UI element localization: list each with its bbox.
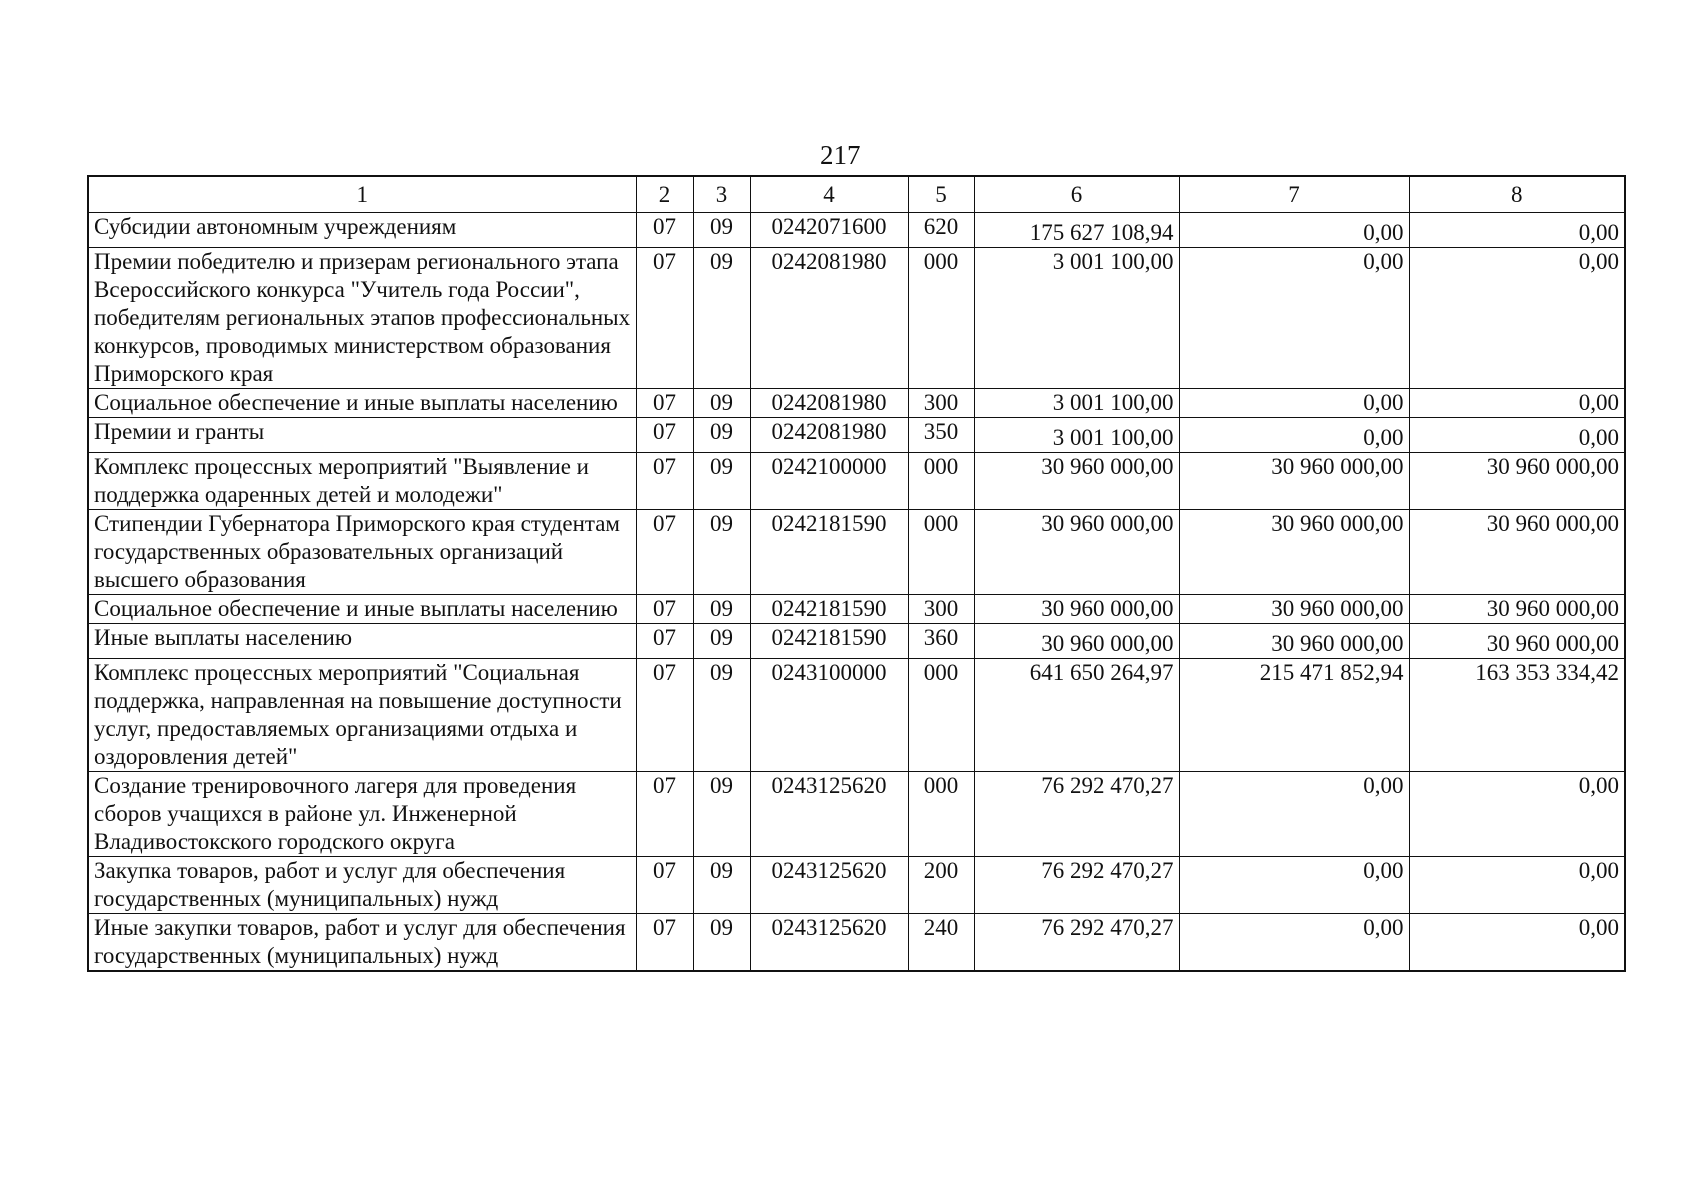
row-target-code: 0243125620 — [750, 857, 908, 914]
row-amount-col8: 30 960 000,00 — [1409, 595, 1625, 624]
row-amount-col8: 30 960 000,00 — [1409, 510, 1625, 595]
column-header: 2 — [636, 176, 693, 213]
row-amount-col6: 3 001 100,00 — [974, 248, 1179, 389]
row-subsection: 09 — [693, 659, 750, 772]
row-name: Премии победителю и призерам регионального этапа Всероссийского конкурса "Учитель года России", победителям региональных этапов профессиональных конкурсов, проводимых министерством образования Приморского края — [88, 248, 636, 389]
row-amount-col7: 30 960 000,00 — [1179, 510, 1409, 595]
row-target-code: 0242071600 — [750, 213, 908, 248]
row-subsection: 09 — [693, 857, 750, 914]
row-name: Создание тренировочного лагеря для проведения сборов учащихся в районе ул. Инженерной Владивостокского городского округа — [88, 772, 636, 857]
row-section: 07 — [636, 418, 693, 453]
row-expense-type: 000 — [908, 510, 974, 595]
row-subsection: 09 — [693, 772, 750, 857]
row-expense-type: 300 — [908, 595, 974, 624]
table-row — [88, 857, 1625, 914]
row-section: 07 — [636, 772, 693, 857]
table-row — [88, 248, 1625, 389]
row-target-code: 0242081980 — [750, 389, 908, 418]
row-amount-col7: 0,00 — [1179, 389, 1409, 418]
row-section: 07 — [636, 914, 693, 972]
row-amount-col6: 30 960 000,00 — [974, 624, 1179, 659]
row-section: 07 — [636, 595, 693, 624]
row-amount-col7: 30 960 000,00 — [1179, 595, 1409, 624]
row-subsection: 09 — [693, 213, 750, 248]
row-amount-col7: 0,00 — [1179, 418, 1409, 453]
table-row — [88, 595, 1625, 624]
table-row — [88, 772, 1625, 857]
row-section: 07 — [636, 453, 693, 510]
row-target-code: 0243125620 — [750, 914, 908, 972]
table-header-row — [88, 176, 1625, 213]
row-section: 07 — [636, 389, 693, 418]
row-name: Комплекс процессных мероприятий "Выявление и поддержка одаренных детей и молодежи" — [88, 453, 636, 510]
row-name: Стипендии Губернатора Приморского края студентам государственных образовательных организаций высшего образования — [88, 510, 636, 595]
table-row — [88, 510, 1625, 595]
row-amount-col6: 30 960 000,00 — [974, 453, 1179, 510]
table-row — [88, 213, 1625, 248]
row-name: Иные выплаты населению — [88, 624, 636, 659]
row-amount-col6: 30 960 000,00 — [974, 595, 1179, 624]
row-expense-type: 000 — [908, 772, 974, 857]
column-header: 4 — [750, 176, 908, 213]
row-amount-col6: 76 292 470,27 — [974, 772, 1179, 857]
column-header: 6 — [974, 176, 1179, 213]
table-body — [88, 213, 1625, 972]
row-amount-col7: 30 960 000,00 — [1179, 624, 1409, 659]
row-name: Закупка товаров, работ и услуг для обеспечения государственных (муниципальных) нужд — [88, 857, 636, 914]
row-amount-col6: 3 001 100,00 — [974, 418, 1179, 453]
table-row — [88, 624, 1625, 659]
row-amount-col8: 30 960 000,00 — [1409, 624, 1625, 659]
row-amount-col7: 0,00 — [1179, 914, 1409, 972]
row-name: Социальное обеспечение и иные выплаты населению — [88, 389, 636, 418]
row-amount-col8: 0,00 — [1409, 772, 1625, 857]
column-header: 1 — [88, 176, 636, 213]
row-amount-col8: 0,00 — [1409, 389, 1625, 418]
row-target-code: 0243125620 — [750, 772, 908, 857]
row-subsection: 09 — [693, 389, 750, 418]
row-amount-col6: 30 960 000,00 — [974, 510, 1179, 595]
row-subsection: 09 — [693, 914, 750, 972]
row-amount-col7: 0,00 — [1179, 213, 1409, 248]
row-expense-type: 240 — [908, 914, 974, 972]
row-name: Иные закупки товаров, работ и услуг для обеспечения государственных (муниципальных) нужд — [88, 914, 636, 972]
row-amount-col8: 0,00 — [1409, 213, 1625, 248]
row-target-code: 0242181590 — [750, 595, 908, 624]
row-expense-type: 350 — [908, 418, 974, 453]
row-amount-col7: 0,00 — [1179, 857, 1409, 914]
row-section: 07 — [636, 248, 693, 389]
row-subsection: 09 — [693, 595, 750, 624]
page-number: 217 — [820, 140, 861, 170]
table-row — [88, 453, 1625, 510]
row-expense-type: 000 — [908, 453, 974, 510]
row-subsection: 09 — [693, 248, 750, 389]
row-name: Комплекс процессных мероприятий "Социальная поддержка, направленная на повышение доступности услуг, предоставляемых организациями отдыха и оздоровления детей" — [88, 659, 636, 772]
row-subsection: 09 — [693, 510, 750, 595]
column-header: 5 — [908, 176, 974, 213]
table-row — [88, 418, 1625, 453]
row-section: 07 — [636, 659, 693, 772]
budget-table — [87, 175, 1626, 972]
row-name: Премии и гранты — [88, 418, 636, 453]
row-expense-type: 200 — [908, 857, 974, 914]
row-amount-col8: 163 353 334,42 — [1409, 659, 1625, 772]
row-amount-col7: 0,00 — [1179, 248, 1409, 389]
row-amount-col8: 0,00 — [1409, 418, 1625, 453]
row-amount-col6: 175 627 108,94 — [974, 213, 1179, 248]
row-amount-col8: 0,00 — [1409, 857, 1625, 914]
row-target-code: 0242181590 — [750, 510, 908, 595]
row-section: 07 — [636, 857, 693, 914]
row-subsection: 09 — [693, 418, 750, 453]
row-target-code: 0243100000 — [750, 659, 908, 772]
row-amount-col8: 0,00 — [1409, 248, 1625, 389]
row-amount-col6: 76 292 470,27 — [974, 857, 1179, 914]
column-header: 8 — [1409, 176, 1625, 213]
row-name: Социальное обеспечение и иные выплаты населению — [88, 595, 636, 624]
row-subsection: 09 — [693, 453, 750, 510]
row-name: Субсидии автономным учреждениям — [88, 213, 636, 248]
row-subsection: 09 — [693, 624, 750, 659]
row-expense-type: 000 — [908, 248, 974, 389]
row-amount-col8: 0,00 — [1409, 914, 1625, 972]
row-expense-type: 300 — [908, 389, 974, 418]
row-section: 07 — [636, 624, 693, 659]
row-section: 07 — [636, 510, 693, 595]
row-expense-type: 620 — [908, 213, 974, 248]
row-section: 07 — [636, 213, 693, 248]
row-amount-col7: 0,00 — [1179, 772, 1409, 857]
row-amount-col7: 30 960 000,00 — [1179, 453, 1409, 510]
row-expense-type: 000 — [908, 659, 974, 772]
column-header: 3 — [693, 176, 750, 213]
row-target-code: 0242081980 — [750, 248, 908, 389]
row-target-code: 0242100000 — [750, 453, 908, 510]
column-header: 7 — [1179, 176, 1409, 213]
row-expense-type: 360 — [908, 624, 974, 659]
row-amount-col8: 30 960 000,00 — [1409, 453, 1625, 510]
row-amount-col6: 76 292 470,27 — [974, 914, 1179, 972]
row-amount-col6: 3 001 100,00 — [974, 389, 1179, 418]
row-amount-col7: 215 471 852,94 — [1179, 659, 1409, 772]
table-row — [88, 659, 1625, 772]
table-row — [88, 389, 1625, 418]
row-target-code: 0242081980 — [750, 418, 908, 453]
table-row — [88, 914, 1625, 972]
row-target-code: 0242181590 — [750, 624, 908, 659]
row-amount-col6: 641 650 264,97 — [974, 659, 1179, 772]
